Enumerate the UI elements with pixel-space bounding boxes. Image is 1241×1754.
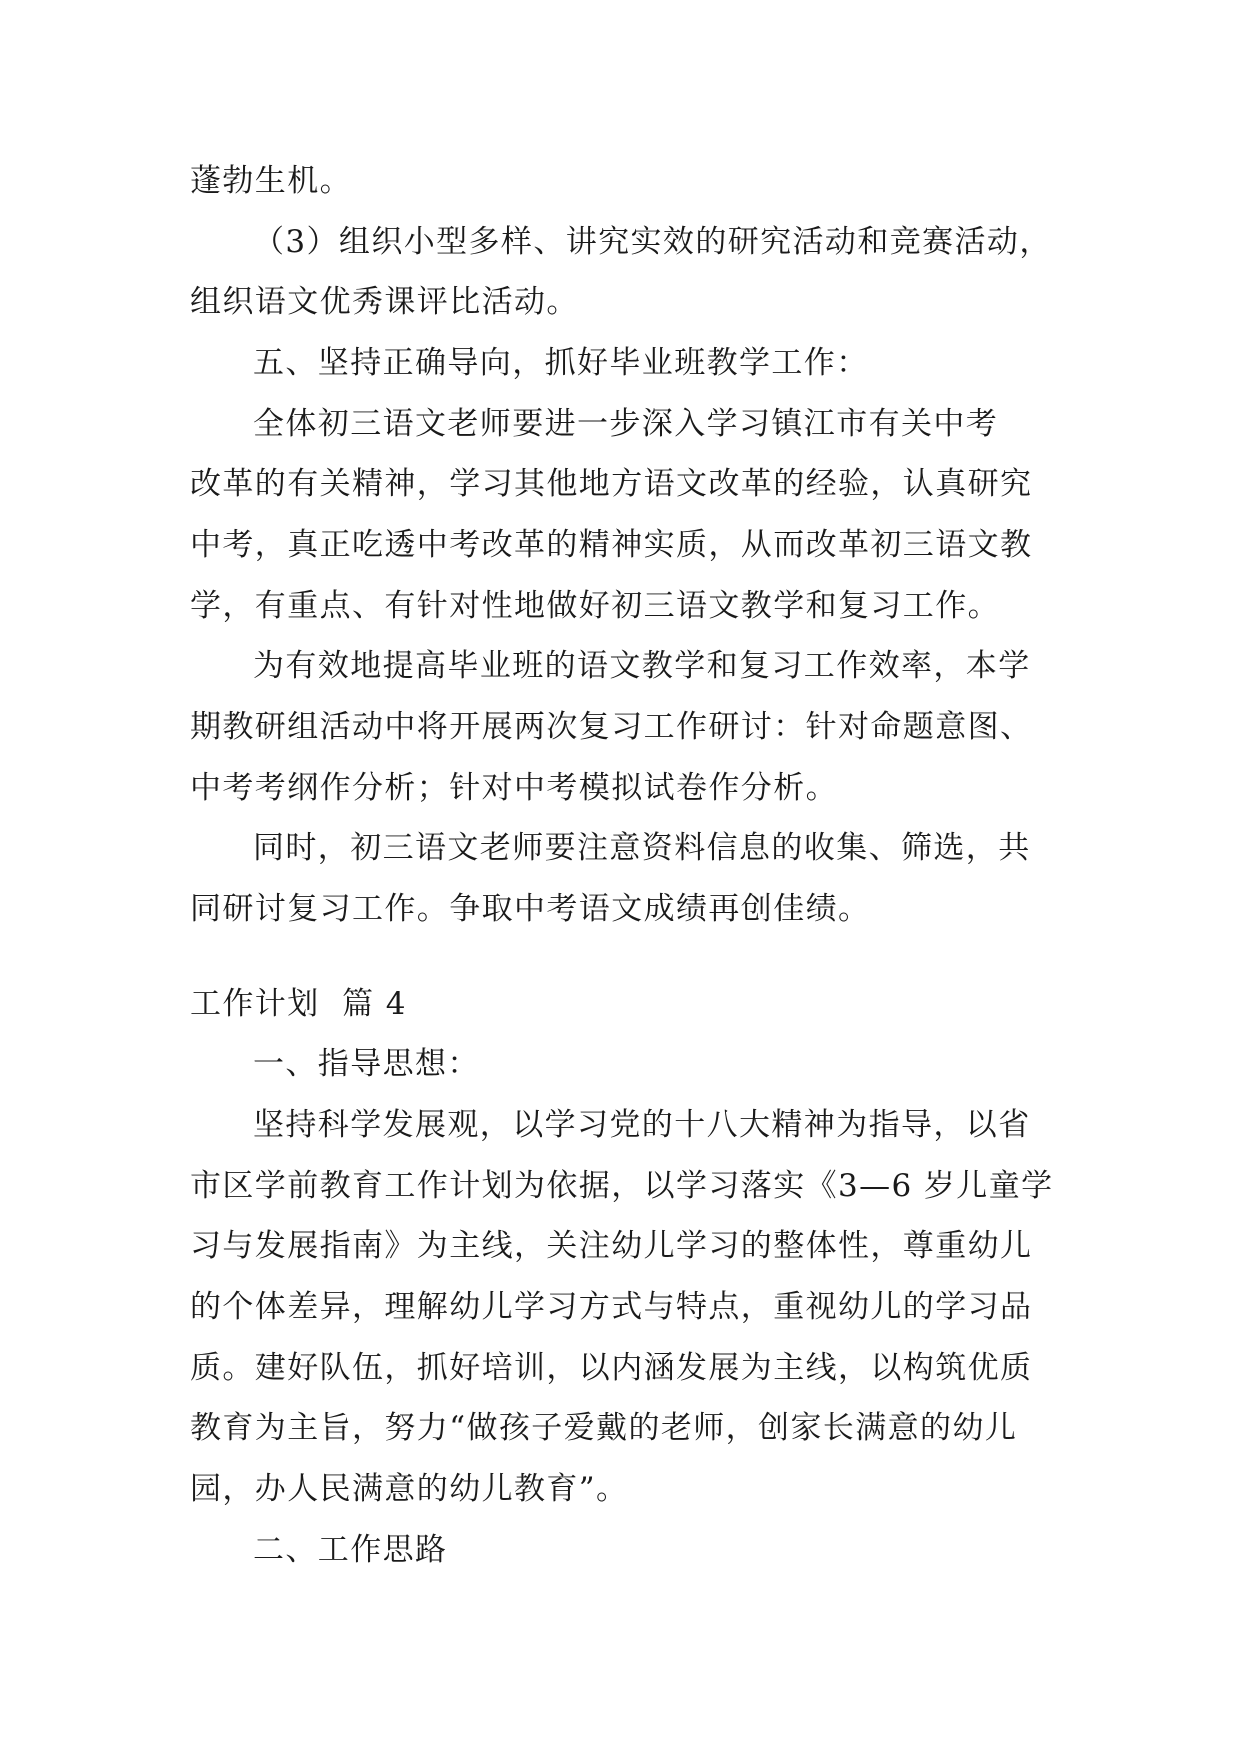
text-line: 为有效地提高毕业班的语文教学和复习工作效率，本学 bbox=[253, 648, 1031, 684]
article-title: 工作计划 篇 4 bbox=[190, 986, 407, 1022]
text-line: 市区学前教育工作计划为依据，以学习落实《3—6 岁儿童学 bbox=[190, 1168, 1054, 1204]
text-line: 改革的有关精神，学习其他地方语文改革的经验，认真研究 bbox=[190, 466, 1033, 502]
section-heading: 一、指导思想： bbox=[253, 1046, 480, 1082]
text-line: 组织语文优秀课评比活动。 bbox=[190, 284, 579, 320]
text-line: 习与发展指南》为主线，关注幼儿学习的整体性，尊重幼儿 bbox=[190, 1228, 1033, 1264]
text-line: 同时，初三语文老师要注意资料信息的收集、筛选，共 bbox=[253, 830, 1031, 866]
text-line: （3）组织小型多样、讲究实效的研究活动和竞赛活动， bbox=[253, 224, 1052, 260]
section-heading: 五、坚持正确导向，抓好毕业班教学工作： bbox=[253, 345, 869, 381]
text-line: 全体初三语文老师要进一步深入学习镇江市有关中考 bbox=[253, 406, 999, 442]
text-line: 中考考纲作分析；针对中考模拟试卷作分析。 bbox=[190, 770, 838, 806]
text-line: 同研讨复习工作。争取中考语文成绩再创佳绩。 bbox=[190, 891, 871, 927]
text-line: 教育为主旨，努力“做孩子爱戴的老师，创家长满意的幼儿 bbox=[190, 1410, 1018, 1446]
text-line: 期教研组活动中将开展两次复习工作研讨：针对命题意图、 bbox=[190, 709, 1033, 745]
text-line: 中考，真正吃透中考改革的精神实质，从而改革初三语文教 bbox=[190, 527, 1033, 563]
text-line: 的个体差异，理解幼儿学习方式与特点，重视幼儿的学习品 bbox=[190, 1289, 1033, 1325]
text-line: 蓬勃生机。 bbox=[190, 163, 352, 199]
text-line: 园，办人民满意的幼儿教育”。 bbox=[190, 1471, 629, 1507]
text-line: 坚持科学发展观，以学习党的十八大精神为指导，以省 bbox=[253, 1107, 1031, 1143]
text-line: 质。建好队伍，抓好培训，以内涵发展为主线，以构筑优质 bbox=[190, 1350, 1033, 1386]
text-line: 学，有重点、有针对性地做好初三语文教学和复习工作。 bbox=[190, 588, 1000, 624]
section-heading: 二、工作思路 bbox=[253, 1532, 448, 1568]
